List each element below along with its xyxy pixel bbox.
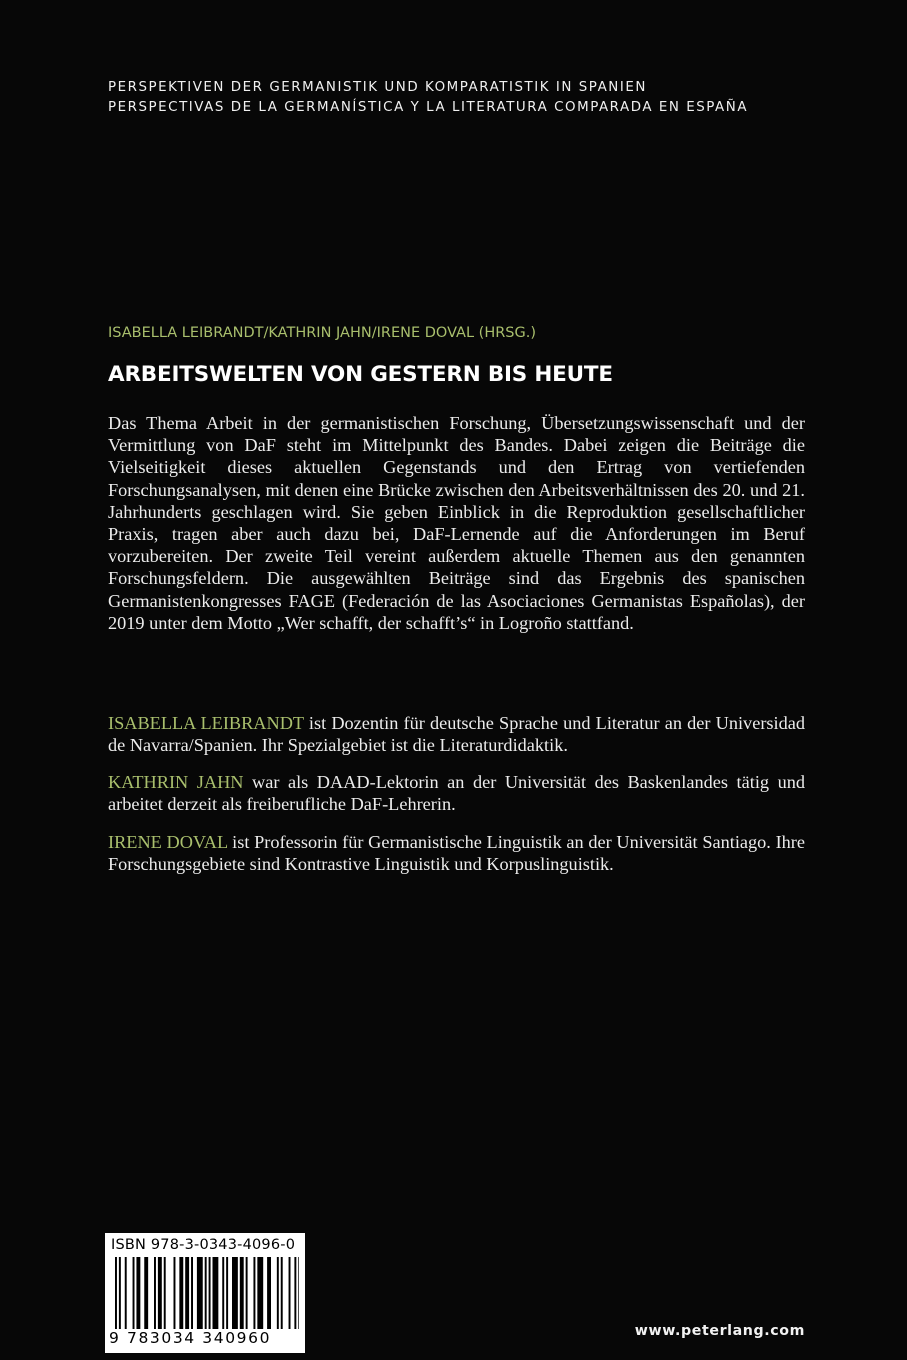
- book-title: ARBEITSWELTEN VON GESTERN BIS HEUTE: [108, 362, 613, 387]
- barcode-bar-2: [125, 1257, 127, 1329]
- barcode-bar-5: [144, 1257, 148, 1329]
- barcode-bar-26: [281, 1257, 283, 1329]
- bio-irene-doval: [108, 831, 805, 875]
- barcode-bar-27: [289, 1257, 291, 1329]
- editors-line: ISABELLA LEIBRANDT/KATHRIN JAHN/IRENE DOVAL (HRSG.): [108, 325, 537, 341]
- bio-text: war als DAAD-Lektorin an der Universität des Baskenlandes tätig und arbeitet derzeit als freiberufliche DaF-Lehrerin.: [108, 772, 805, 815]
- barcode-bar-6: [154, 1257, 156, 1329]
- series-title-spanish: PERSPECTIVAS DE LA GERMANÍSTICA Y LA LITERATURA COMPARADA EN ESPAÑA: [108, 100, 749, 115]
- bio-kathrin-jahn: [108, 771, 805, 815]
- barcode-bar-3: [133, 1257, 135, 1329]
- barcode-bar-29: [298, 1257, 299, 1329]
- barcode-bar-16: [213, 1257, 219, 1329]
- bio-text: ist Professorin für Germanistische Linguistik an der Universität Santiago. Ihre Forschungsgebiete sind Kontrastive Linguistik und Korpuslinguistik.: [108, 832, 806, 875]
- barcode-bar-23: [257, 1257, 263, 1329]
- bio-isabella-leibrandt: [108, 712, 805, 756]
- barcode-bar-0: [115, 1257, 117, 1329]
- barcode-bar-28: [294, 1257, 296, 1329]
- series-title: [108, 78, 748, 118]
- barcode-bar-17: [222, 1257, 224, 1329]
- barcode-bar-8: [164, 1257, 166, 1329]
- barcode-bar-7: [158, 1257, 162, 1329]
- bio-name: KATHRIN JAHN: [108, 772, 244, 792]
- barcode-bar-15: [209, 1257, 211, 1329]
- barcode-bar-24: [267, 1257, 271, 1329]
- barcode-bar-9: [174, 1257, 176, 1329]
- barcode-digits: 9 783034 340960: [109, 1329, 272, 1347]
- barcode-bar-22: [253, 1257, 255, 1329]
- barcode-bar-1: [119, 1257, 121, 1329]
- series-title-german: PERSPEKTIVEN DER GERMANISTIK UND KOMPARATISTIK IN SPANIEN: [108, 80, 647, 95]
- barcode-bar-19: [232, 1257, 238, 1329]
- barcode-bar-4: [136, 1257, 140, 1329]
- barcode-bar-13: [197, 1257, 203, 1329]
- barcode-bar-11: [185, 1257, 189, 1329]
- barcode-bar-14: [205, 1257, 207, 1329]
- bio-name: IRENE DOVAL: [108, 832, 228, 852]
- book-description: Das Thema Arbeit in der germanistischen Forschung, Übersetzungswissenschaft und der Vermittlung von DaF steht im Mittelpunkt des Bandes. Dabei zeigen die Beiträge die Vielseitigkeit dieses aktuellen Gegenstands und den Ertrag von vertiefenden Forschungsanalysen, mit denen eine Brücke zwischen den Arbeitsverhältnissen des 20. und 21. Jahrhunderts geschlagen wird. Sie geben Einblick in die Reproduktion gesellschaftlicher Praxis, tragen aber auch dazu bei, DaF-Lernende auf die Anforderungen im Beruf vorzubereiten. Der zweite Teil vereint außerdem aktuelle Themen aus den genannten Forschungsfeldern. Die ausgewählten Beiträge sind das Ergebnis des spanischen Germanistenkongresses FAGE (Federación de las Asociaciones Germanistas Españolas), der 2019 unter dem Motto „Wer schafft, der schafft’s“ in Logroño stattfand.: [108, 413, 805, 633]
- barcode-bars: [111, 1257, 299, 1329]
- barcode-bar-25: [277, 1257, 279, 1329]
- barcode-bar-12: [191, 1257, 193, 1329]
- barcode-bar-20: [240, 1257, 244, 1329]
- barcode-bar-18: [226, 1257, 228, 1329]
- isbn-label: ISBN 978-3-0343-4096-0: [111, 1237, 296, 1253]
- isbn-barcode: [105, 1233, 305, 1353]
- barcode-bar-21: [246, 1257, 248, 1329]
- bio-text: ist Dozentin für deutsche Sprache und Literatur an der Universidad de Navarra/Spanien. Ihr Spezialgebiet ist die Literaturdidaktik.: [108, 713, 805, 756]
- barcode-bar-10: [179, 1257, 183, 1329]
- bio-name: ISABELLA LEIBRANDT: [108, 713, 304, 733]
- publisher-website: www.peterlang.com: [634, 1323, 805, 1339]
